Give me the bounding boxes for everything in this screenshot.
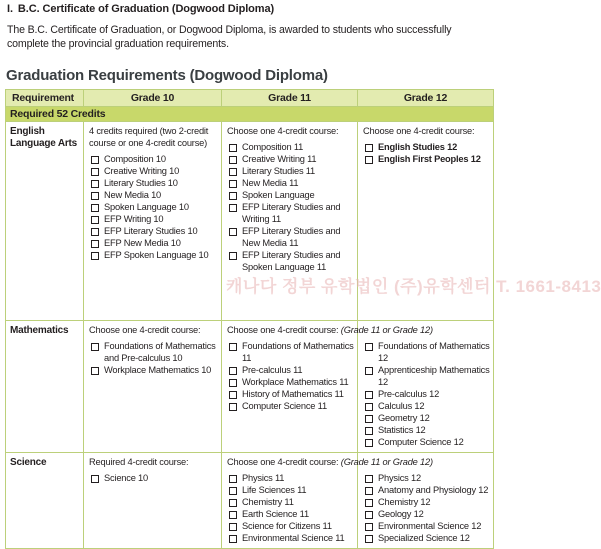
course-item: Composition 11 bbox=[227, 141, 354, 153]
course-item: EFP Literary Studies and Spoken Language 11 bbox=[227, 249, 354, 273]
course-item: EFP Literary Studies and New Media 11 bbox=[227, 225, 354, 249]
course-item: Chemistry 11 bbox=[227, 496, 354, 508]
course-item: Earth Science 11 bbox=[227, 508, 354, 520]
course-item: Life Sciences 11 bbox=[227, 484, 354, 496]
cell-note bbox=[227, 324, 487, 336]
cell-note-text: 4 credits required (two 2-credit course or one 4-credit course) bbox=[89, 126, 209, 148]
table-title: Graduation Requirements (Dogwood Diploma) bbox=[6, 67, 328, 84]
course-list bbox=[363, 340, 490, 448]
course-list bbox=[89, 153, 218, 261]
course-item: Literary Studies 10 bbox=[89, 177, 218, 189]
cell-note-text: Choose one 4-credit course: bbox=[227, 126, 339, 136]
course-item: New Media 11 bbox=[227, 177, 354, 189]
header-grade-12: Grade 12 bbox=[358, 90, 494, 107]
course-item: Spoken Language bbox=[227, 189, 354, 201]
cell-note bbox=[89, 456, 218, 468]
table-row-mathematics bbox=[6, 321, 494, 453]
course-item: Foundations of Mathematics 12 bbox=[363, 340, 490, 364]
course-item: Statistics 12 bbox=[363, 424, 490, 436]
course-item: Geometry 12 bbox=[363, 412, 490, 424]
cell-note bbox=[227, 456, 487, 468]
course-item: Foundations of Mathematics 11 bbox=[227, 340, 354, 364]
table-header-row bbox=[6, 90, 494, 107]
course-item: Specialized Science 12 bbox=[363, 532, 490, 544]
course-item: History of Mathematics 11 bbox=[227, 388, 354, 400]
course-item: English First Peoples 12 bbox=[363, 153, 490, 165]
course-item: Computer Science 12 bbox=[363, 436, 490, 448]
course-item: Workplace Mathematics 10 bbox=[89, 364, 218, 376]
course-item: EFP New Media 10 bbox=[89, 237, 218, 249]
course-item: Foundations of Mathematics and Pre-calculus 10 bbox=[89, 340, 218, 364]
course-item: Computer Science 11 bbox=[227, 400, 354, 412]
course-item: Pre-calculus 12 bbox=[363, 388, 490, 400]
cell-note-text: Choose one 4-credit course: bbox=[89, 325, 201, 335]
course-item: Pre-calculus 11 bbox=[227, 364, 354, 376]
course-item: Apprenticeship Mathematics 12 bbox=[363, 364, 490, 388]
subject-english: English Language Arts bbox=[6, 122, 84, 321]
cell-note-text: Choose one 4-credit course: bbox=[363, 126, 475, 136]
cell-note bbox=[227, 125, 354, 137]
course-item: Environmental Science 12 bbox=[363, 520, 490, 532]
cell-mathematics-g12 bbox=[358, 321, 494, 453]
cell-english-g10 bbox=[84, 122, 222, 321]
course-item: Anatomy and Physiology 12 bbox=[363, 484, 490, 496]
section-heading bbox=[7, 3, 274, 15]
course-list bbox=[227, 340, 354, 412]
header-requirement: Requirement bbox=[6, 90, 84, 107]
cell-note bbox=[89, 125, 218, 149]
required-credits-row bbox=[6, 107, 494, 122]
course-item: EFP Literary Studies 10 bbox=[89, 225, 218, 237]
course-item: EFP Writing 10 bbox=[89, 213, 218, 225]
course-item: Environmental Science 11 bbox=[227, 532, 354, 544]
cell-mathematics-g10 bbox=[84, 321, 222, 453]
required-credits-label: Required 52 Credits bbox=[6, 107, 494, 122]
course-item: Physics 12 bbox=[363, 472, 490, 484]
course-item: Composition 10 bbox=[89, 153, 218, 165]
subject-science: Science bbox=[6, 453, 84, 549]
cell-note-text: Choose one 4-credit course: bbox=[227, 457, 339, 467]
watermark: 캐나다 정부 유학법인 (주)유학센터 T. 1661-8413 bbox=[226, 277, 601, 296]
cell-note-suffix: (Grade 11 or Grade 12) bbox=[340, 457, 433, 467]
course-item: Science for Citizens 11 bbox=[227, 520, 354, 532]
requirements-table bbox=[5, 89, 601, 549]
course-item: New Media 10 bbox=[89, 189, 218, 201]
cell-note bbox=[89, 324, 218, 336]
course-item: Physics 11 bbox=[227, 472, 354, 484]
section-title: B.C. Certificate of Graduation (Dogwood Diploma) bbox=[17, 3, 275, 15]
course-item: Calculus 12 bbox=[363, 400, 490, 412]
course-list bbox=[363, 141, 490, 165]
course-list bbox=[89, 472, 218, 484]
cell-note-text: Required 4-credit course: bbox=[89, 457, 189, 467]
cell-science-g10 bbox=[84, 453, 222, 549]
course-item: Creative Writing 11 bbox=[227, 153, 354, 165]
course-item: EFP Spoken Language 10 bbox=[89, 249, 218, 261]
header-grade-10: Grade 10 bbox=[84, 90, 222, 107]
table-row-science bbox=[6, 453, 494, 549]
cell-note-text: Choose one 4-credit course: bbox=[227, 325, 339, 335]
cell-note-suffix: (Grade 11 or Grade 12) bbox=[340, 325, 433, 335]
cell-note bbox=[363, 125, 490, 137]
course-list bbox=[227, 141, 354, 273]
subject-mathematics: Mathematics bbox=[6, 321, 84, 453]
course-list bbox=[227, 472, 354, 544]
section-number: I. bbox=[7, 3, 13, 15]
course-item: EFP Literary Studies and Writing 11 bbox=[227, 201, 354, 225]
course-item: Geology 12 bbox=[363, 508, 490, 520]
course-list bbox=[89, 340, 218, 376]
course-item: Creative Writing 10 bbox=[89, 165, 218, 177]
course-item: Literary Studies 11 bbox=[227, 165, 354, 177]
header-grade-11: Grade 11 bbox=[222, 90, 358, 107]
course-item: English Studies 12 bbox=[363, 141, 490, 153]
course-item: Spoken Language 10 bbox=[89, 201, 218, 213]
course-item: Workplace Mathematics 11 bbox=[227, 376, 354, 388]
course-list bbox=[363, 472, 490, 544]
course-item: Science 10 bbox=[89, 472, 218, 484]
section-intro: The B.C. Certificate of Graduation, or Dogwood Diploma, is awarded to students who successfully complete the provincial graduation requirements. bbox=[7, 24, 452, 50]
course-item: Chemistry 12 bbox=[363, 496, 490, 508]
